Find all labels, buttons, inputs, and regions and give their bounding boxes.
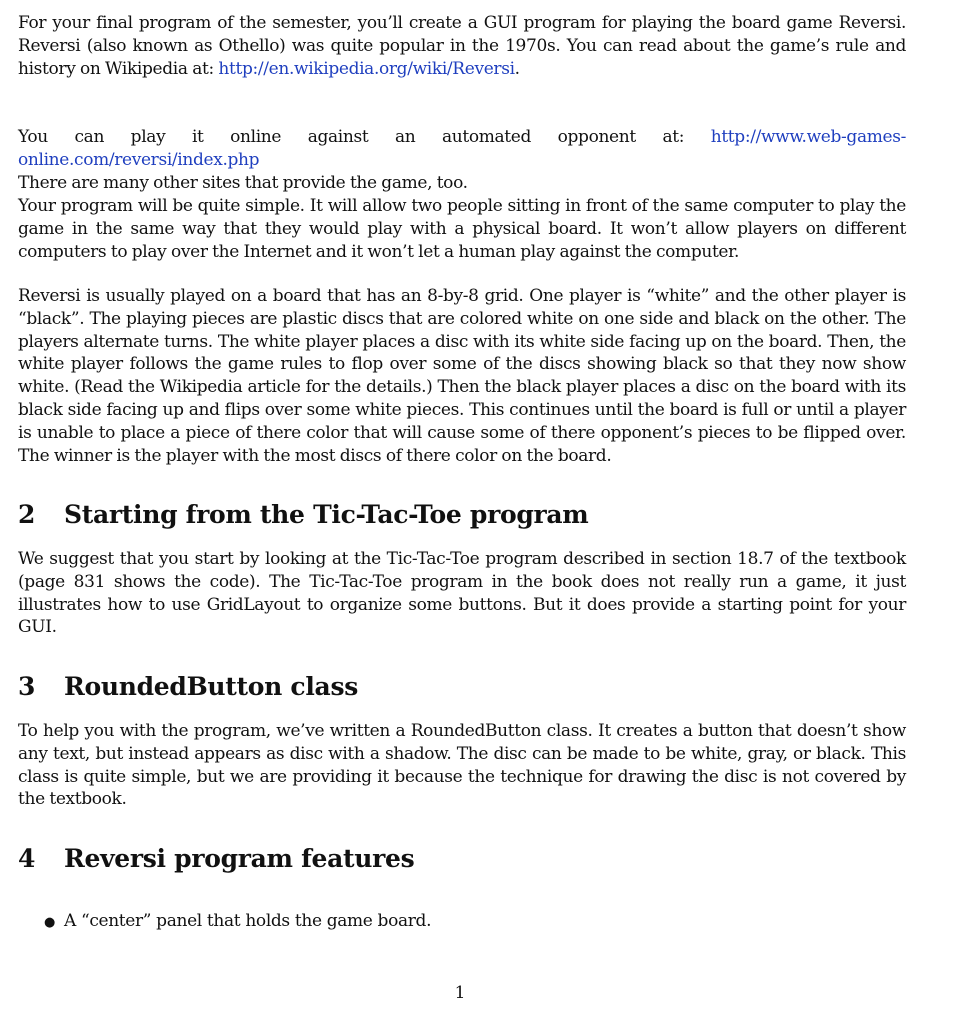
section-2-heading <box>18 500 588 530</box>
intro-text-2: You can play it online against an automated opponent at: <box>18 127 711 147</box>
intro-paragraph-1 <box>18 12 906 80</box>
bullet-dot-icon: ● <box>44 915 55 930</box>
section-4-number: 4 <box>18 844 36 873</box>
section-3-title: RoundedButton class <box>64 672 358 701</box>
section-3-heading <box>18 672 358 702</box>
intro-paragraph-3: Your program will be quite simple. It will allow two people sitting in front of the same computer to play the game in the same way that they would play with a physical board. It won’t allow players on different computers to play over the Internet and it won’t let a human play against the computer. <box>18 196 906 262</box>
intro-text-2-end: There are many other sites that provide the game, too. <box>18 172 468 193</box>
wikipedia-link[interactable]: http://en.wikipedia.org/wiki/Reversi <box>218 58 515 79</box>
section-2-title: Starting from the Tic-Tac-Toe program <box>64 500 589 529</box>
online-game-link[interactable]: http://www.web-games-online.com/reversi/index.php <box>18 127 906 170</box>
feature-list-item <box>44 910 431 935</box>
page-number: 1 <box>454 983 466 1003</box>
intro-text-1-end: . <box>514 58 520 79</box>
section-4-heading <box>18 844 414 874</box>
intro-line-2a <box>18 126 906 172</box>
section-2-number: 2 <box>18 500 36 529</box>
section-2-body: We suggest that you start by looking at the Tic-Tac-Toe program described in section 18.7 of the textbook (page 831 shows the code). The Tic-Tac-Toe program in the book does not really run a game, it just illustrates how to use GridLayout to organize some buttons. But it does provide a starting point for your GUI. <box>18 549 906 638</box>
intro-text-1: For your final program of the semester, you’ll create a GUI program for playing the board game Reversi. Reversi (also known as Othello) was quite popular in the 1970s. You can read about the game’s rule and history on Wikipedia at: <box>18 13 906 79</box>
section-3-body: To help you with the program, we’ve written a RoundedButton class. It creates a button that doesn’t show any text, but instead appears as disc with a shadow. The disc can be made to be white, gray, or black. This class is quite simple, but we are providing it because the technique for drawing the disc is not covered by the textbook. <box>18 721 906 810</box>
intro-paragraph-2 <box>18 126 906 194</box>
intro-paragraph-4: Reversi is usually played on a board that has an 8-by-8 grid. One player is “white” and the other player is “black”. The playing pieces are plastic discs that are colored white on one side and black on the other. The players alternate turns. The white player places a disc with its white side facing up on the board. Then, the white player follows the game rules to flop over some of the discs showing black so that they now show white. (Read the Wikipedia article for the details.) Then the black player places a disc on the board with its black side facing up and flips over some white pieces. This continues until the board is full or until a player is unable to place a piece of there color that will cause some of there opponent’s pieces to be flipped over. The winner is the player with the most discs of there color on the board. <box>18 286 906 466</box>
feature-list-item-text: A “center” panel that holds the game board. <box>64 911 432 931</box>
section-4-title: Reversi program features <box>64 844 415 873</box>
section-3-number: 3 <box>18 672 36 701</box>
